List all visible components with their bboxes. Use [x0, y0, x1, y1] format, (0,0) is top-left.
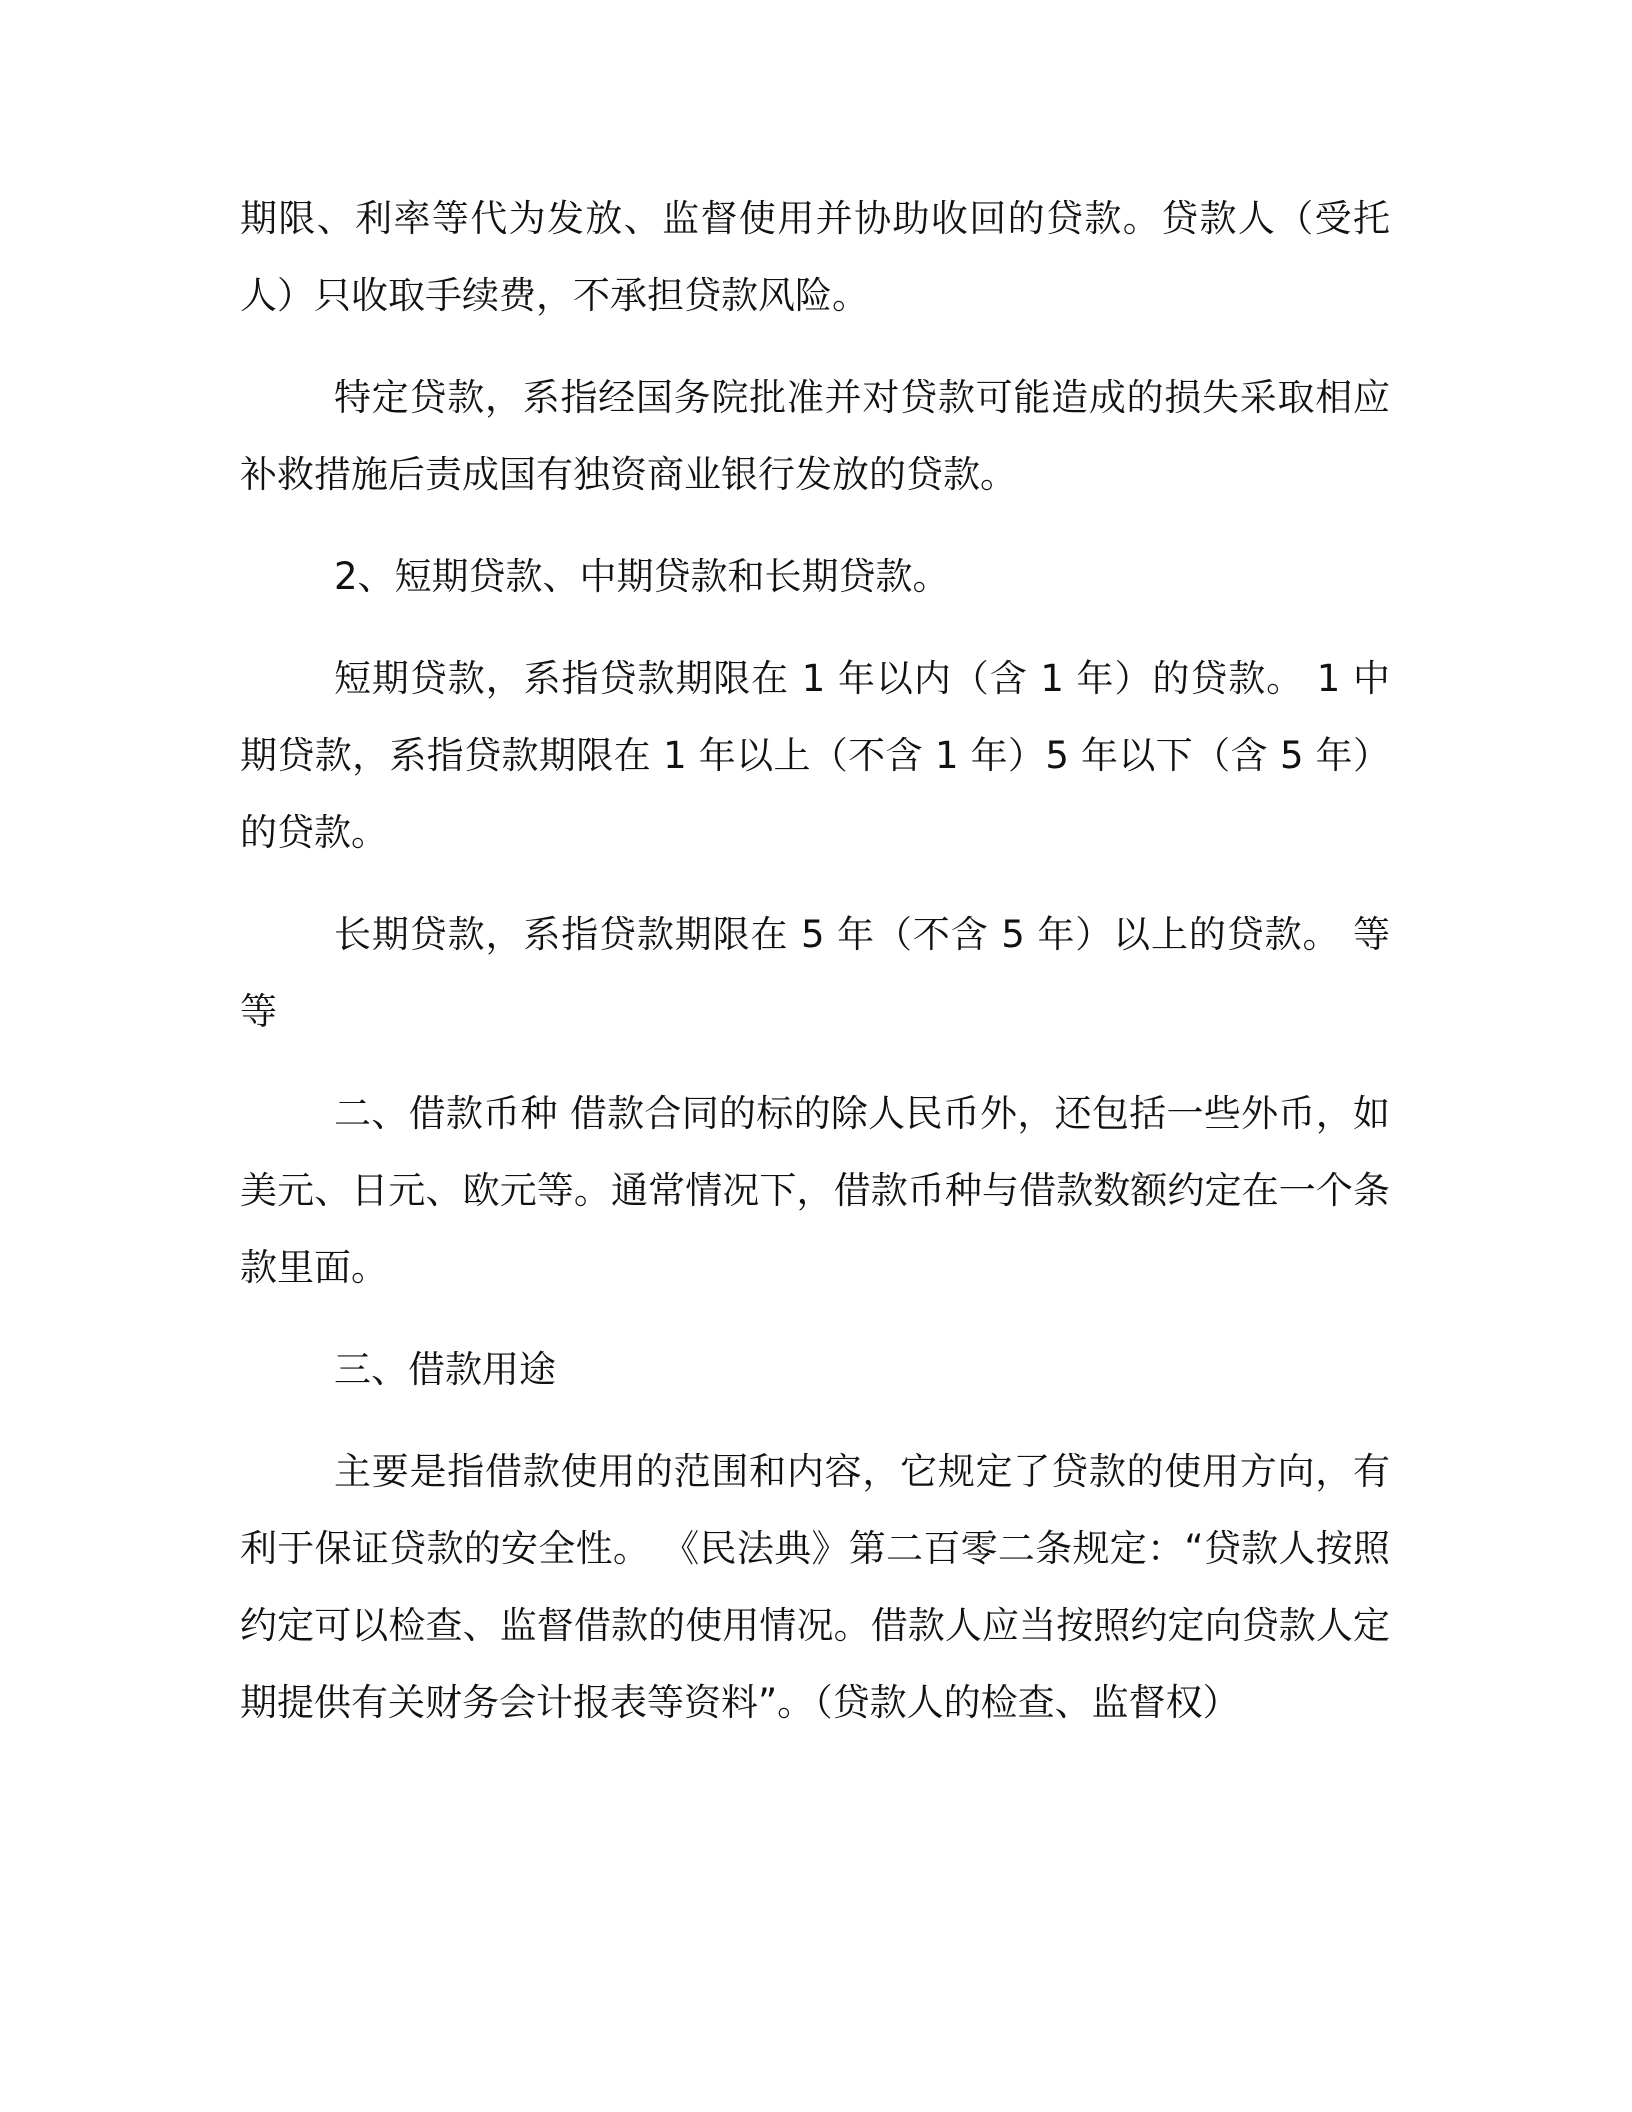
paragraph-loan-purpose-detail: 主要是指借款使用的范围和内容，它规定了贷款的使用方向，有利于保证贷款的安全性。 《民法典》第二百零二条规定：“贷款人按照约定可以检查、监督借款的使用情况。借款人应当按照约定向贷款人定期提供有关财务会计报表等资料”。（贷款人的检查、监督权） — [240, 1450, 1390, 1724]
paragraph-entrusted-loan-continued: 期限、利率等代为发放、监督使用并协助收回的贷款。贷款人（受托人）只收取手续费，不承担贷款风险。 — [240, 197, 1390, 317]
paragraph-loan-currency: 二、借款币种 借款合同的标的除人民币外，还包括一些外币，如美元、日元、欧元等。通常情况下，借款币种与借款数额约定在一个条款里面。 — [240, 1092, 1390, 1289]
paragraph-special-loan: 特定贷款，系指经国务院批准并对贷款可能造成的损失采取相应补救措施后责成国有独资商业银行发放的贷款。 — [240, 376, 1390, 496]
paragraph-long-term-loan: 长期贷款，系指贷款期限在 5 年（不含 5 年）以上的贷款。 等等 — [240, 913, 1390, 1033]
paragraph-short-medium-loan: 短期贷款，系指贷款期限在 1 年以内（含 1 年）的贷款。 1 中期贷款，系指贷款期限在 1 年以上（不含 1 年）5 年以下（含 5 年）的贷款。 — [240, 657, 1390, 854]
document-body — [240, 180, 1390, 1766]
paragraph-heading-loan-terms: 2、短期贷款、中期贷款和长期贷款。 — [334, 555, 950, 598]
paragraph-heading-loan-purpose: 三、借款用途 — [334, 1348, 556, 1391]
